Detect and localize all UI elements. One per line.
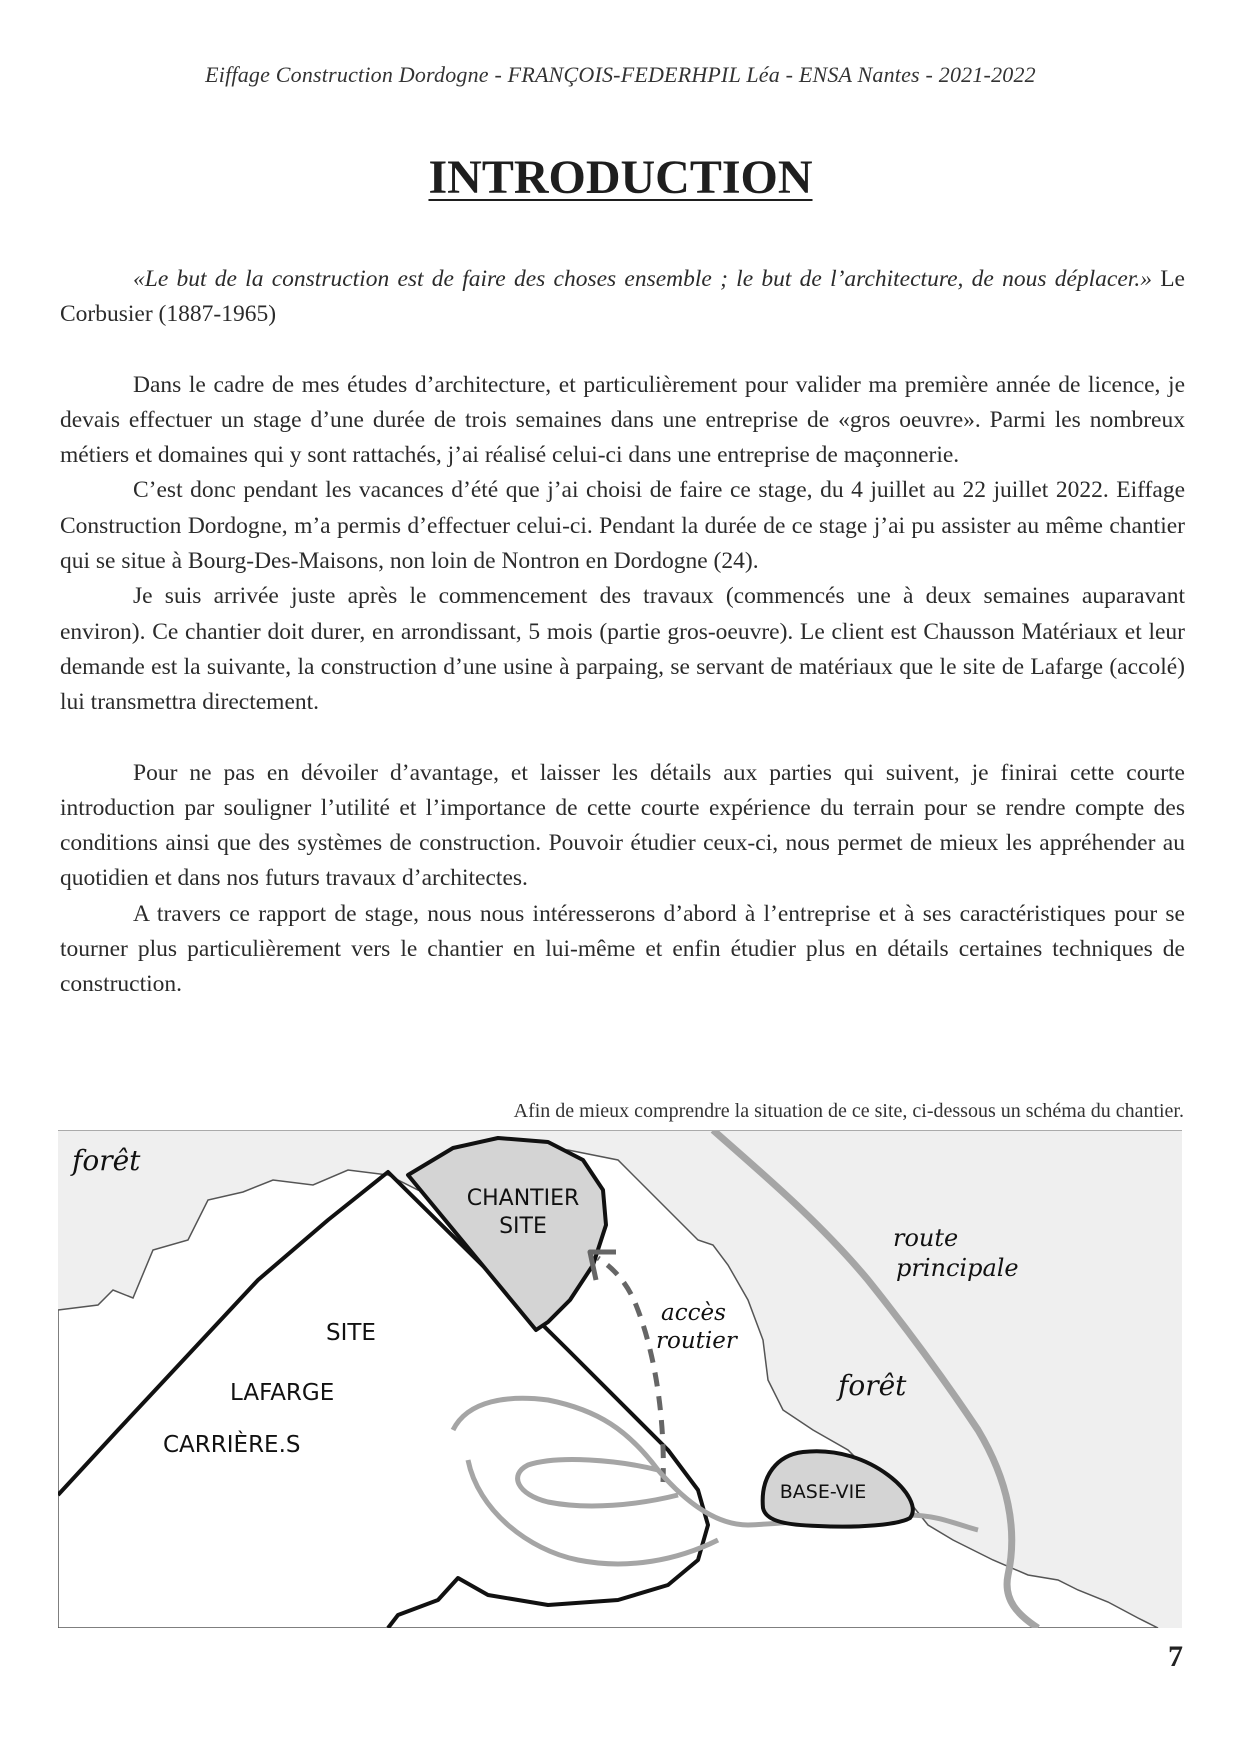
running-header: Eiffage Construction Dordogne - FRANÇOIS-FEDERHPIL Léa - ENSA Nantes - 2021-2022 <box>205 62 1036 87</box>
paragraph-3: Je suis arrivée juste après le commencement des travaux (commencés une à deux semaines auparavant environ). Ce chantier doit durer, en arrondissant, 5 mois (partie gros-oeuvre). Le client est Chausson Matériaux et leur demande est la suivante, la construction d’une usine à parpaing, se servant de matériaux que le site de Lafarge (accolé) lui transmettra directement. <box>60 583 1185 716</box>
lafarge-label-1: SITE <box>326 1320 376 1346</box>
forest-label-top-left: forêt <box>72 1144 141 1177</box>
paragraph-5: A travers ce rapport de stage, nous nous intéresserons d’abord à l’entreprise et à ses caractéristiques pour se tourner plus particulièrement vers le chantier en lui-même et enfin étudier plus en détails certaines techniques de construction. <box>60 900 1185 998</box>
page-title: INTRODUCTION <box>428 151 813 204</box>
quote-text: «Le but de la construction est de faire des choses ensemble ; le but de l’architecture, de nous déplacer.» <box>133 266 1152 292</box>
base-vie-label: BASE-VIE <box>779 1481 867 1503</box>
quote-author: Le Corbusier (1887-1965) <box>60 266 1185 328</box>
access-label-2: routier <box>656 1328 737 1354</box>
paragraph-2: C’est donc pendant les vacances d’été que j’ai choisi de faire ce stage, du 4 juillet au 22 juillet 2022. Eiffage Construction Dordogne, m’a permis d’effectuer celui-ci. Pendant la durée de ce stage j’ai pu assister au même chantier qui se situe à Bourg-Des-Maisons, non loin de Nontron en Dordogne (24). <box>60 477 1185 575</box>
paragraph-4: Pour ne pas en dévoiler d’avantage, et laisser les détails aux parties qui suivent, je finirai cette courte introduction par souligner l’utilité et l’importance de cette courte expérience du terrain pour se rendre compte des conditions ainsi que des systèmes de construction. Pouvoir étudier ceux-ci, nous permet de mieux les appréhender au quotidien et dans nos futurs travaux d’architectes. <box>60 759 1185 892</box>
access-label-1: accès <box>661 1300 726 1326</box>
chantier-label-2: SITE <box>499 1214 547 1239</box>
quote-paragraph <box>60 262 1185 333</box>
chantier-label-1: CHANTIER <box>466 1186 580 1211</box>
route-label-1: route <box>893 1224 959 1252</box>
page-number: 7 <box>1168 1640 1183 1673</box>
paragraph-1: Dans le cadre de mes études d’architecture, et particulièrement pour valider ma première année de licence, je devais effectuer un stage d’une durée de trois semaines dans une entreprise de «gros oeuvre». Parmi les nombreux métiers et domaines qui y sont rattachés, j’ai réalisé celui-ci dans une entreprise de maçonnerie. <box>60 371 1185 469</box>
forest-label-right: forêt <box>838 1369 907 1402</box>
route-label-2: principale <box>896 1254 1019 1282</box>
site-map-drawing <box>58 1130 1182 1628</box>
figure-caption: Afin de mieux comprendre la situation de ce site, ci-dessous un schéma du chantier. <box>513 1100 1184 1122</box>
site-map-figure <box>58 1130 1182 1628</box>
lafarge-label-2: LAFARGE <box>230 1380 335 1406</box>
body-text <box>60 262 1185 1003</box>
lafarge-label-3: CARRIÈRE.S <box>163 1432 301 1458</box>
